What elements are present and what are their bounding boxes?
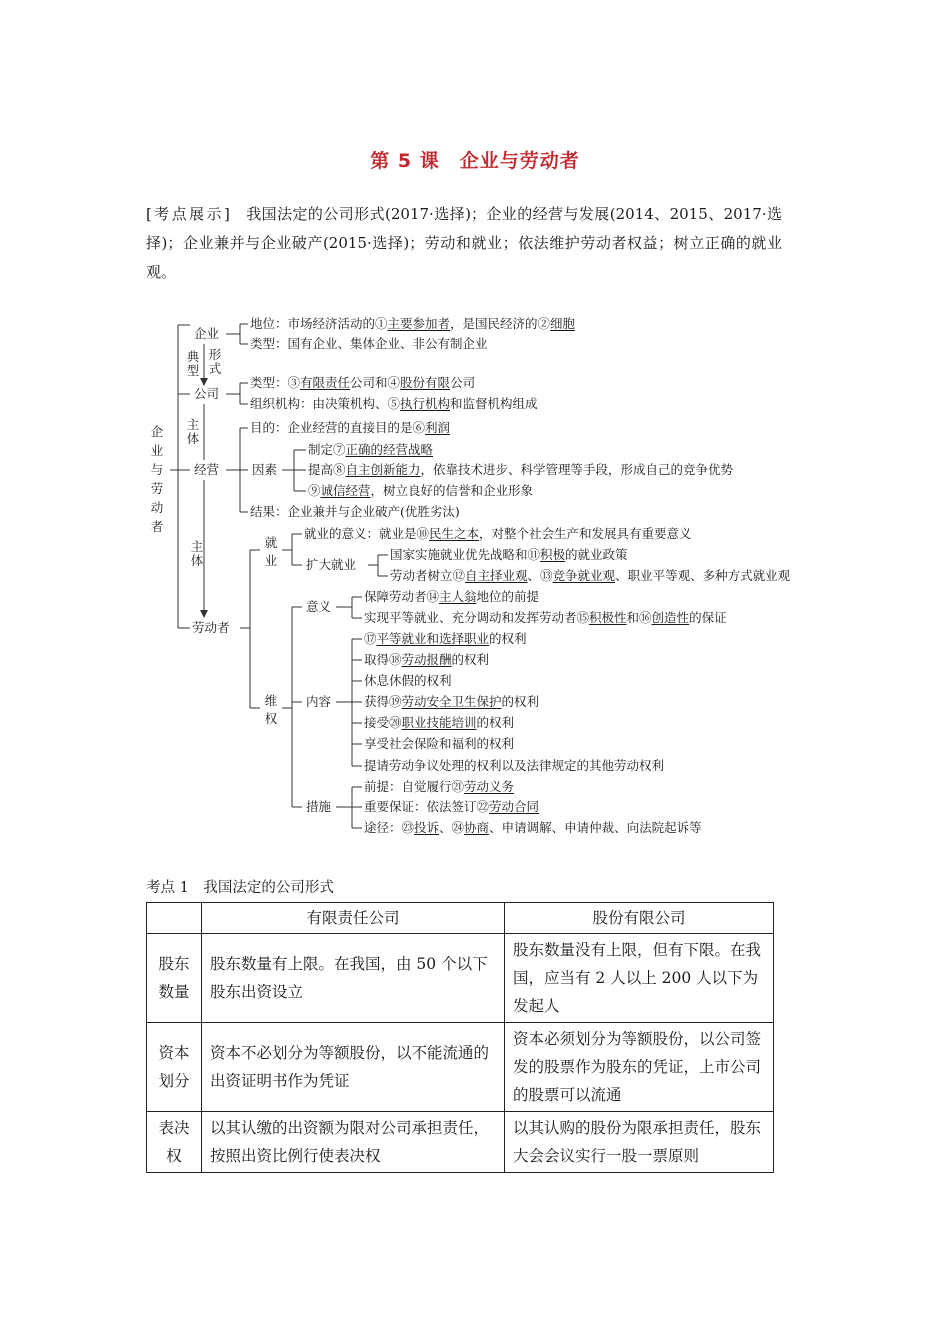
content-3: 休息休假的权利 bbox=[364, 673, 452, 688]
exam-tag: [考点展示] bbox=[146, 205, 232, 223]
content-2: 取得⑱劳动报酬的权利 bbox=[364, 652, 490, 667]
table-row bbox=[147, 1112, 774, 1173]
content-6: 享受社会保险和福利的权利 bbox=[364, 736, 515, 751]
company-forms-table bbox=[146, 902, 774, 1173]
neirong-node: 内容 bbox=[306, 694, 332, 709]
meaning-2: 实现平等就业、充分调动和发挥劳动者⑮积极性和⑯创造性的保证 bbox=[364, 610, 727, 625]
zhuti2-label: 主体 bbox=[190, 539, 204, 568]
llc-cell: 资本不必划分为等额股份，以不能流通的出资证明书作为凭证 bbox=[202, 1023, 505, 1112]
ent-position: 地位：市场经济活动的①主要参加者，是国民经济的②细胞 bbox=[250, 316, 576, 331]
table-row bbox=[147, 1023, 774, 1112]
llc-cell: 以其认缴的出资额为限对公司承担责任，按照出资比例行使表决权 bbox=[202, 1112, 505, 1173]
job-meaning: 就业的意义：就业是⑩民生之本，对整个社会生产和发展具有重要意义 bbox=[304, 526, 692, 541]
jsc-cell: 以其认购的股份为限承担责任，股东大会会议实行一股一票原则 bbox=[505, 1112, 774, 1173]
weiquan-label: 维权 bbox=[264, 693, 278, 726]
section-heading: 考点 1 我国法定的公司形式 bbox=[146, 880, 334, 896]
table-row bbox=[147, 934, 774, 1023]
cuoshi-node: 措施 bbox=[306, 799, 332, 814]
yinsu-node: 因素 bbox=[252, 462, 278, 477]
table-header-cell: 股份有限公司 bbox=[505, 903, 774, 934]
op-result: 结果：企业兼并与企业破产(优胜劣汰) bbox=[250, 504, 460, 519]
content-5: 接受⑳职业技能培训的权利 bbox=[364, 715, 515, 730]
zhuti1-label: 主体 bbox=[186, 417, 200, 446]
table-header-cell bbox=[147, 903, 202, 934]
table-header-cell: 有限责任公司 bbox=[202, 903, 505, 934]
expand-1: 国家实施就业优先战略和⑪积极的就业政策 bbox=[390, 547, 628, 562]
root-label: 企业与劳动者 bbox=[150, 424, 164, 534]
yiyi-node: 意义 bbox=[306, 599, 332, 614]
jsc-cell: 股东数量没有上限，但有下限。在我国，应当有 2 人以上 200 人以下为发起人 bbox=[505, 934, 774, 1023]
measure-1: 前提：自觉履行㉑劳动义务 bbox=[364, 779, 515, 794]
company-node: 公司 bbox=[194, 386, 220, 401]
ent-type: 类型：国有企业、集体企业、非公有制企业 bbox=[250, 336, 488, 351]
row-label: 资本划分 bbox=[147, 1023, 202, 1112]
co-org: 组织机构：由决策机构、⑤执行机构和监督机构组成 bbox=[250, 396, 538, 411]
measure-3: 途径：㉓投诉、㉔协商、申请调解、申请仲裁、向法院起诉等 bbox=[364, 820, 702, 835]
factor-3: ⑨诚信经营，树立良好的信誉和企业形象 bbox=[308, 483, 534, 498]
row-label: 表决权 bbox=[147, 1112, 202, 1173]
op-goal: 目的：企业经营的直接目的是⑥利润 bbox=[250, 420, 451, 435]
table-header-row bbox=[147, 903, 774, 934]
llc-cell: 股东数量有上限。在我国，由 50 个以下股东出资设立 bbox=[202, 934, 505, 1023]
dianxing-label: 典型 bbox=[186, 349, 200, 378]
content-7: 提请劳动争议处理的权利以及法律规定的其他劳动权利 bbox=[364, 758, 665, 773]
exam-text: 我国法定的公司形式(2017·选择)；企业的经营与发展(2014、2015、2017·选择)；企业兼并与企业破产(2015·选择)；劳动和就业；依法维护劳动者权益；树立正确的就业观。 bbox=[146, 205, 782, 281]
expand-2: 劳动者树立⑫自主择业观、⑬竞争就业观、职业平等观、多种方式就业观 bbox=[390, 568, 791, 583]
row-label: 股东数量 bbox=[147, 934, 202, 1023]
co-type: 类型：③有限责任公司和④股份有限公司 bbox=[250, 375, 476, 390]
measure-2: 重要保证：依法签订㉒劳动合同 bbox=[364, 799, 540, 814]
page-title: 第 5 课 企业与劳动者 bbox=[370, 150, 580, 172]
content-1: ⑰平等就业和选择职业的权利 bbox=[364, 631, 527, 646]
xingshi-label: 形式 bbox=[208, 347, 222, 376]
jingying-node: 经营 bbox=[194, 462, 220, 477]
jiuye-label: 就业 bbox=[264, 535, 278, 568]
factor-2: 提高⑧自主创新能力，依靠技术进步、科学管理等手段，形成自己的竞争优势 bbox=[308, 462, 734, 477]
jsc-cell: 资本必须划分为等额股份，以公司签发的股票作为股东的凭证，上市公司的股票可以流通 bbox=[505, 1023, 774, 1112]
content-4: 获得⑲劳动安全卫生保护的权利 bbox=[364, 694, 540, 709]
enterprise-node: 企业 bbox=[194, 326, 220, 341]
laodongzhe-node: 劳动者 bbox=[192, 620, 230, 635]
factor-1: 制定⑦正确的经营战略 bbox=[308, 442, 434, 457]
meaning-1: 保障劳动者⑭主人翁地位的前提 bbox=[364, 589, 540, 604]
kuoda-node: 扩大就业 bbox=[306, 557, 357, 572]
